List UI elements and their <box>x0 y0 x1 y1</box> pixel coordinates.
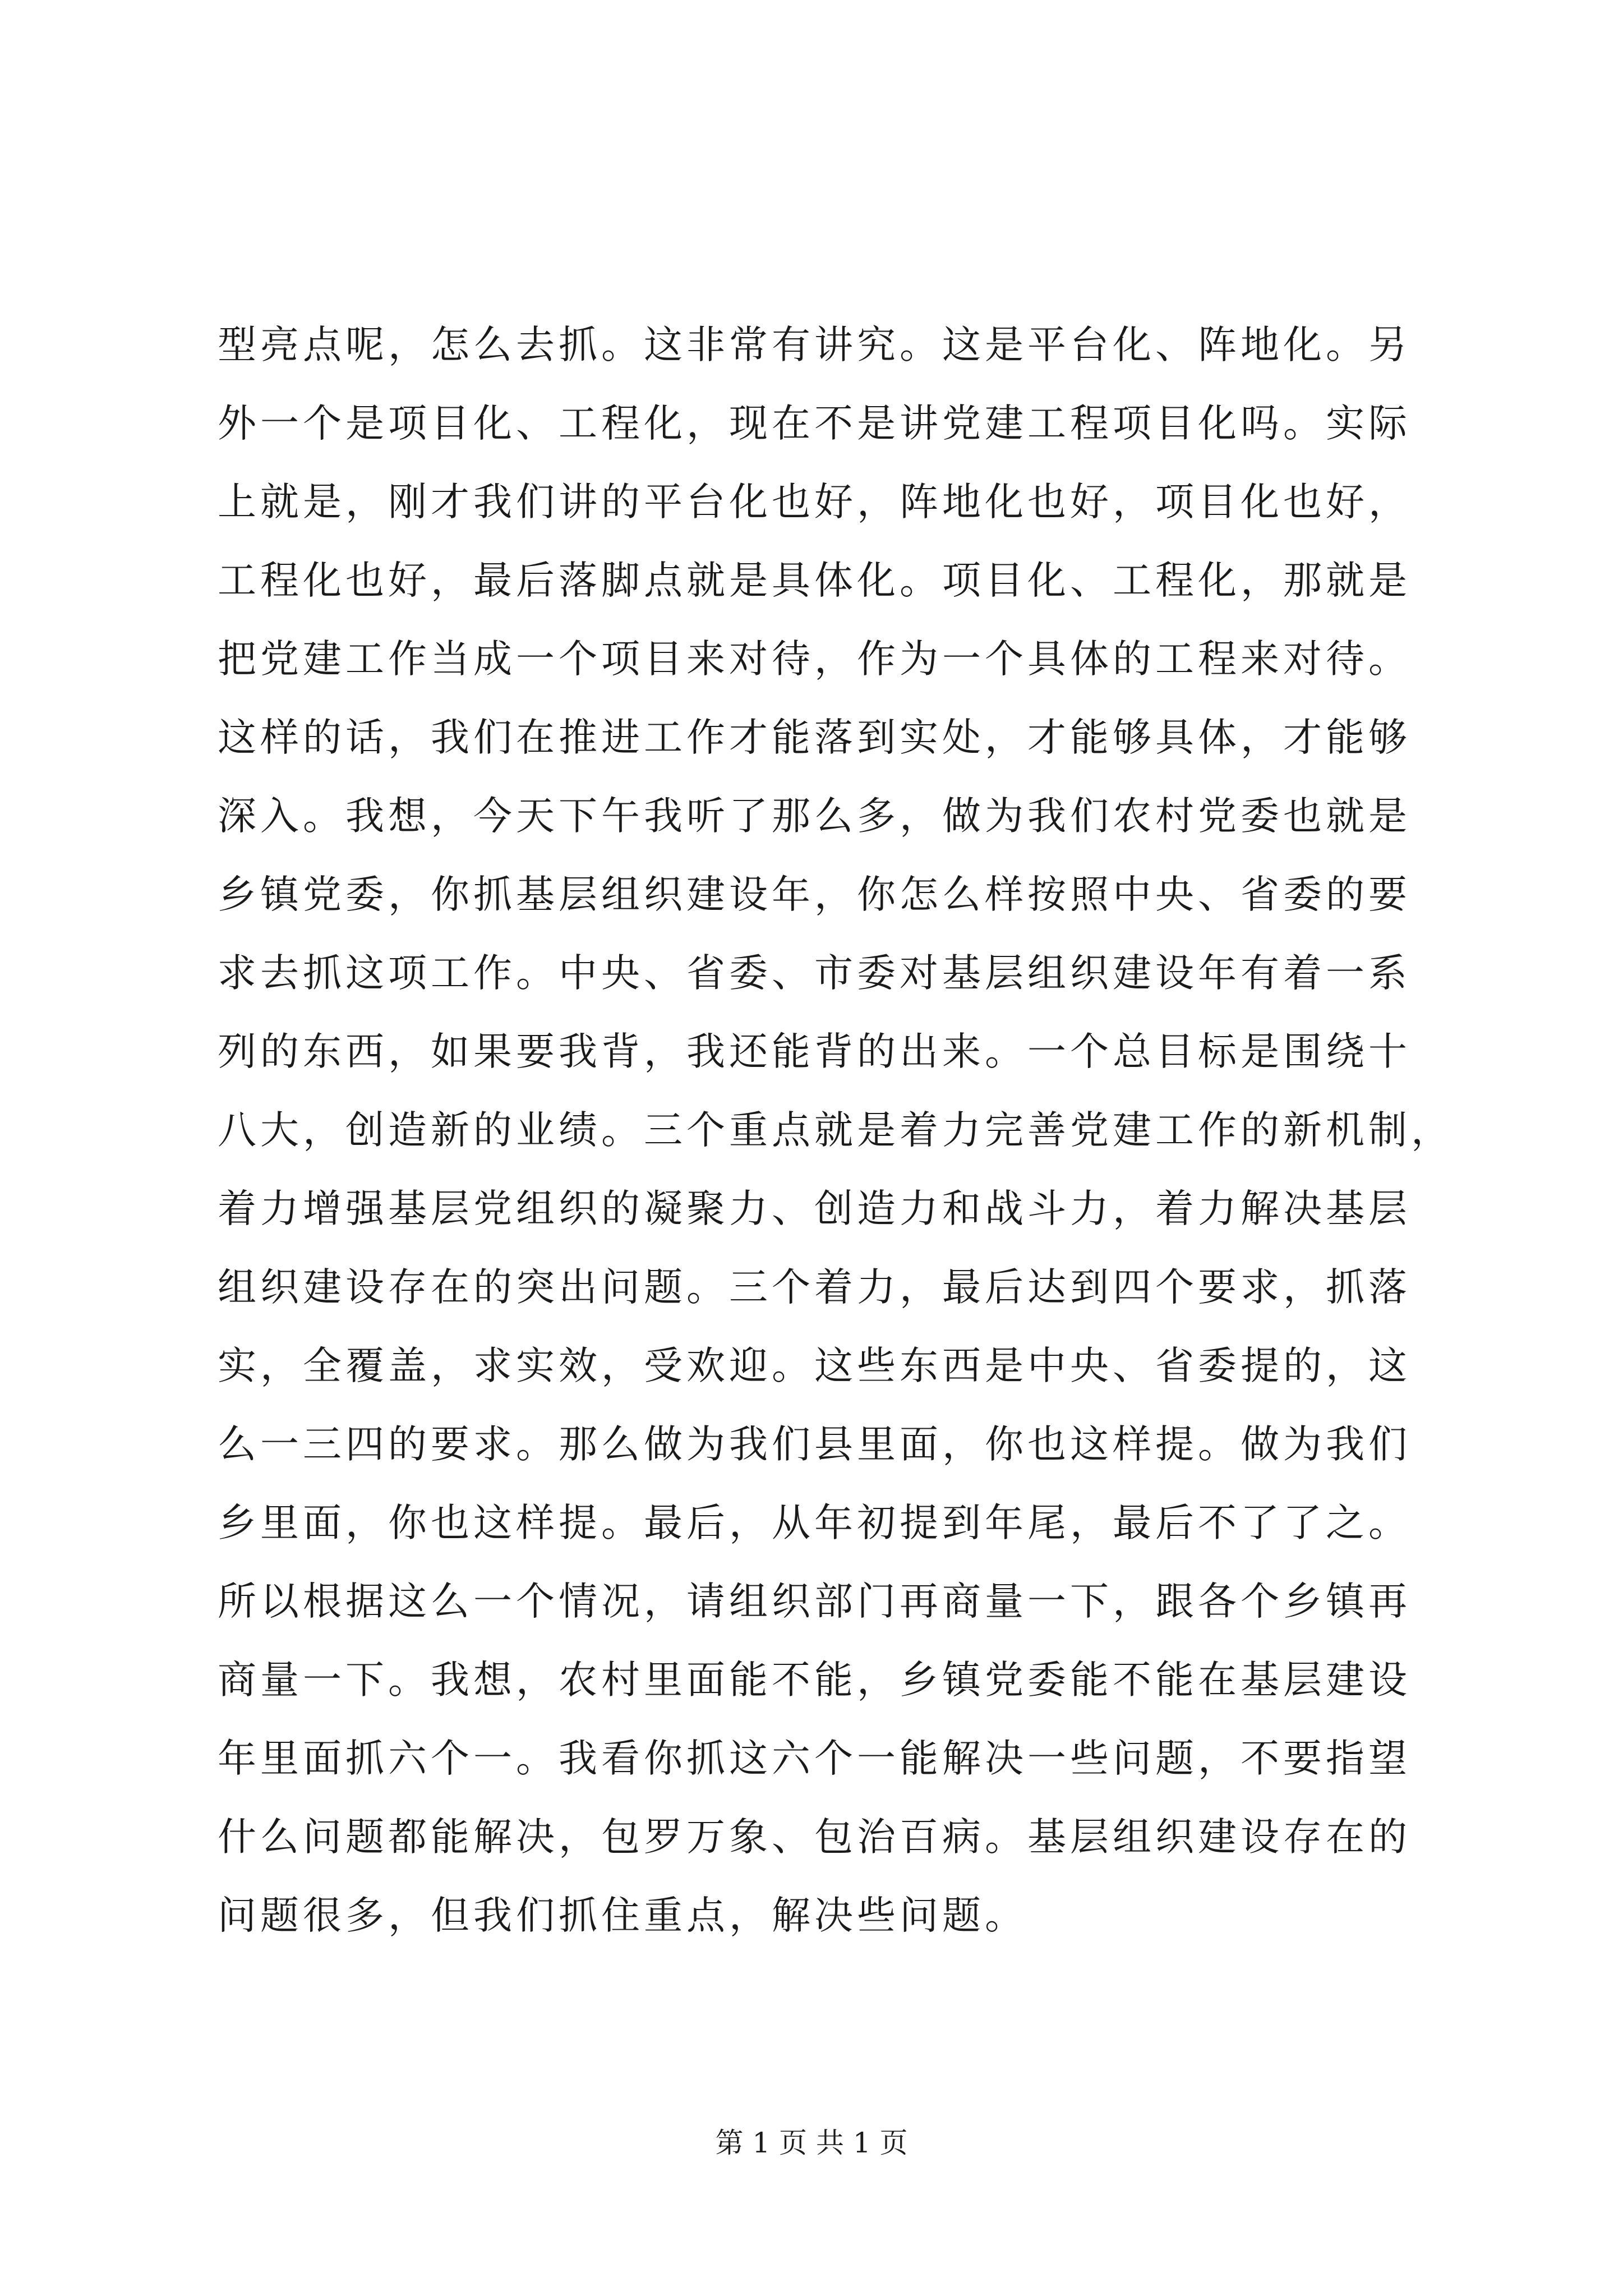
text-line: 八大，创造新的业绩。三个重点就是着力完善党建工作的新机制， <box>218 1108 1454 1153</box>
text-line: 乡里面，你也这样提。最后，从年初提到年尾，最后不了了之。 <box>218 1501 1411 1545</box>
text-line: 乡镇党委，你抓基层组织建设年，你怎么样按照中央、省委的要 <box>218 872 1411 917</box>
body-text <box>218 306 1454 1955</box>
text-line: 深入。我想，今天下午我听了那么多，做为我们农村党委也就是 <box>218 794 1411 839</box>
text-line: 工程化也好，最后落脚点就是具体化。项目化、工程化，那就是 <box>218 558 1411 603</box>
text-line: 组织建设存在的突出问题。三个着力，最后达到四个要求，抓落 <box>218 1265 1411 1310</box>
text-line: 把党建工作当成一个项目来对待，作为一个具体的工程来对待。 <box>218 637 1411 682</box>
text-line: 这样的话，我们在推进工作才能落到实处，才能够具体，才能够 <box>218 715 1411 760</box>
text-line: 列的东西，如果要我背，我还能背的出来。一个总目标是围绕十 <box>218 1029 1411 1074</box>
text-line: 所以根据这么一个情况，请组织部门再商量一下，跟各个乡镇再 <box>218 1579 1411 1624</box>
text-line: 型亮点呢，怎么去抓。这非常有讲究。这是平台化、阵地化。另 <box>218 323 1411 367</box>
text-line: 商量一下。我想，农村里面能不能，乡镇党委能不能在基层建设 <box>218 1658 1411 1703</box>
text-line: 什么问题都能解决，包罗万象、包治百病。基层组织建设存在的 <box>218 1815 1411 1860</box>
page-number-footer: 第 1 页 共 1 页 <box>715 2127 908 2159</box>
text-line: 问题很多，但我们抓住重点，解决些问题。 <box>218 1893 1027 1938</box>
text-line: 上就是，刚才我们讲的平台化也好，阵地化也好，项目化也好， <box>218 480 1411 524</box>
text-line: 求去抓这项工作。中央、省委、市委对基层组织建设年有着一系 <box>218 951 1411 996</box>
text-line: 着力增强基层党组织的凝聚力、创造力和战斗力，着力解决基层 <box>218 1186 1411 1231</box>
text-line: 年里面抓六个一。我看你抓这六个一能解决一些问题，不要指望 <box>218 1736 1411 1781</box>
text-line: 实，全覆盖，求实效，受欢迎。这些东西是中央、省委提的，这 <box>218 1343 1411 1388</box>
text-line: 外一个是项目化、工程化，现在不是讲党建工程项目化吗。实际 <box>218 401 1411 446</box>
text-line: 么一三四的要求。那么做为我们县里面，你也这样提。做为我们 <box>218 1422 1411 1467</box>
